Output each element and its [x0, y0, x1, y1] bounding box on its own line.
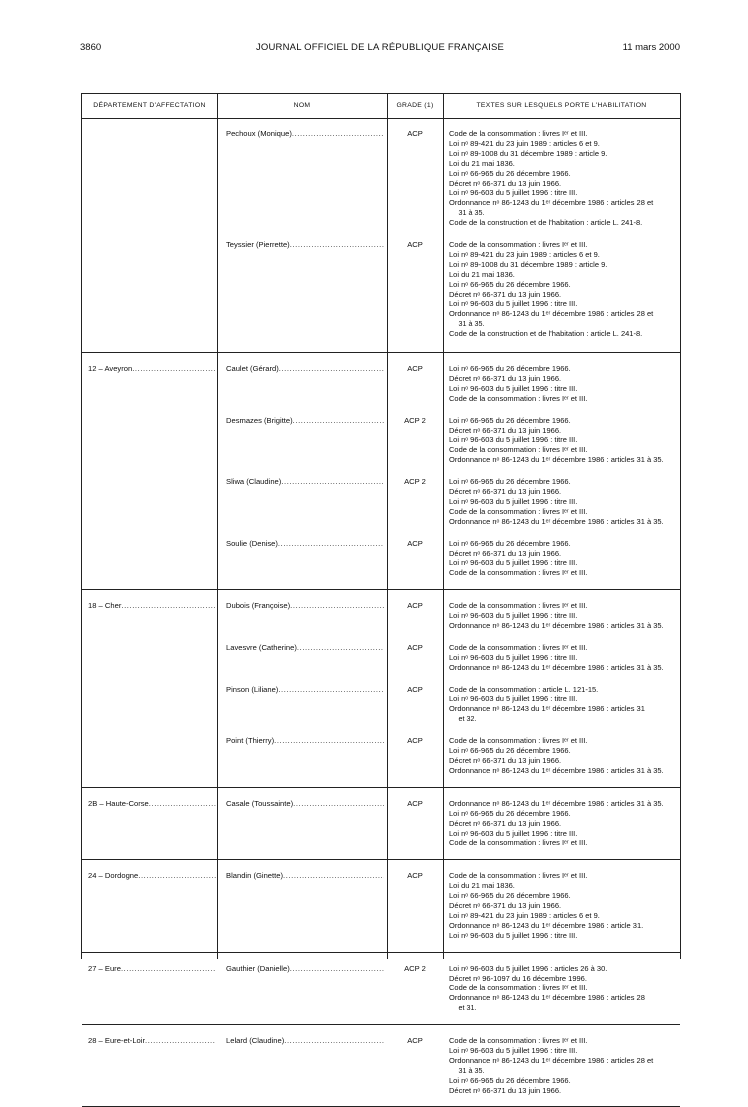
legal-text-line: Loi nᵒ 66-965 du 26 décembre 1966.: [449, 746, 571, 756]
legal-text-line: Loi nᵒ 89-1008 du 31 décembre 1989 : article 9.: [449, 148, 608, 158]
legal-text-line: Décret nᵒ 66-371 du 13 juin 1966.: [449, 373, 562, 383]
legal-text-line: Ordonnance nᵒ 86-1243 du 1ᵉʳ décembre 1986 : articles 28: [449, 993, 645, 1003]
legal-text-line: Loi nᵒ 96-603 du 5 juillet 1996 : titre III.: [449, 188, 578, 198]
legal-texts: [449, 685, 675, 725]
legal-texts: [449, 799, 675, 849]
legal-text-line: Loi nᵒ 96-603 du 5 juillet 1996 : titre III.: [449, 558, 578, 568]
grade-cell: ACP 2: [404, 477, 426, 487]
agent-name: Gauthier (Danielle) .....: [226, 964, 384, 973]
legal-text-line: Loi du 21 mai 1836.: [449, 269, 515, 279]
page-number: 3860: [80, 42, 102, 53]
legal-text-line: 31 à 35.: [458, 208, 485, 218]
legal-text-line: Code de la consommation : livres Iᵉʳ et III.: [449, 445, 588, 455]
issue-date: 11 mars 2000: [622, 42, 680, 53]
legal-texts: [449, 736, 675, 776]
agent-name: Lavesvre (Catherine) .....: [226, 643, 384, 652]
legal-text-line: Loi nᵒ 96-603 du 5 juillet 1996 : titre III.: [449, 828, 578, 838]
agent-name: Pechoux (Monique) .....: [226, 129, 384, 138]
legal-text-line: Code de la consommation : livres Iᵉʳ et III.: [449, 983, 588, 993]
department-label: 18 – Cher .....: [88, 601, 216, 610]
grade-cell: ACP 2: [404, 963, 426, 973]
legal-text-line: Décret nᵒ 66-371 du 13 juin 1966.: [449, 425, 562, 435]
grade-cell: ACP: [407, 538, 423, 548]
legal-text-line: Loi nᵒ 66-965 du 26 décembre 1966.: [449, 808, 571, 818]
legal-text-line: Loi nᵒ 96-603 du 5 juillet 1996 : titre III.: [449, 299, 578, 309]
grade-cell: ACP 2: [404, 415, 426, 425]
agent-name: Soulie (Denise) .....: [226, 539, 384, 548]
column-header-nom: NOM: [293, 102, 311, 109]
legal-text-line: Loi nᵒ 96-603 du 5 juillet 1996 : articles 26 à 30.: [449, 963, 608, 973]
legal-text-line: Loi du 21 mai 1836.: [449, 881, 515, 891]
legal-texts: [449, 871, 675, 940]
legal-text-line: Ordonnance nᵒ 86-1243 du 1ᵉʳ décembre 1986 : articles 31: [449, 704, 645, 714]
agent-name: Sliwa (Claudine) .....: [226, 477, 384, 486]
legal-text-line: Code de la consommation : livres Iᵉʳ et III.: [449, 393, 588, 403]
legal-text-line: Loi nᵒ 89-1008 du 31 décembre 1989 : article 9.: [449, 259, 608, 269]
column-header-grade: GRADE (1): [396, 102, 434, 109]
agent-name: Casale (Toussainte) .....: [226, 799, 384, 808]
legal-text-line: Loi nᵒ 66-965 du 26 décembre 1966.: [449, 477, 571, 487]
legal-text-line: Loi nᵒ 89-421 du 23 juin 1989 : articles 6 et 9.: [449, 910, 600, 920]
grade-cell: ACP: [407, 642, 423, 652]
department-label: 12 – Aveyron .....: [88, 364, 216, 373]
legal-text-line: Loi nᵒ 66-965 du 26 décembre 1966.: [449, 168, 571, 178]
page-header: [80, 42, 680, 56]
grade-cell: ACP: [407, 129, 423, 138]
legal-text-line: Code de la consommation : article L. 121-15.: [449, 684, 599, 694]
grade-cell: ACP: [407, 871, 423, 881]
legal-text-line: Code de la construction et de l'habitation : article L. 241-8.: [449, 329, 643, 339]
legal-text-line: Décret nᵒ 66-371 du 13 juin 1966.: [449, 548, 562, 558]
legal-text-line: Loi nᵒ 66-965 du 26 décembre 1966.: [449, 415, 571, 425]
column-header-departement: DÉPARTEMENT D'AFFECTATION: [93, 102, 206, 109]
legal-text-line: Code de la consommation : livres Iᵉʳ et III.: [449, 642, 588, 652]
legal-text-line: Décret nᵒ 66-371 du 13 juin 1966.: [449, 289, 562, 299]
legal-texts: [449, 601, 675, 631]
legal-text-line: Loi nᵒ 96-603 du 5 juillet 1996 : titre III.: [449, 611, 578, 621]
legal-text-line: Loi nᵒ 96-603 du 5 juillet 1996 : titre III.: [449, 435, 578, 445]
legal-text-line: Loi nᵒ 66-965 du 26 décembre 1966.: [449, 538, 571, 548]
legal-texts: [449, 129, 675, 228]
legal-text-line: Ordonnance nᵒ 86-1243 du 1ᵉʳ décembre 1986 : articles 31 à 35.: [449, 455, 664, 465]
legal-text-line: Code de la consommation : livres Iᵉʳ et III.: [449, 838, 588, 848]
agent-name: Pinson (Liliane) .....: [226, 685, 384, 694]
grade-cell: ACP: [407, 684, 423, 694]
grade-cell: ACP: [407, 1036, 423, 1046]
agent-name: Point (Thierry) .....: [226, 736, 384, 745]
department-group: [82, 118, 680, 353]
agent-name: Lelard (Claudine) .....: [226, 1036, 384, 1045]
legal-texts: [449, 416, 675, 466]
legal-text-line: Ordonnance nᵒ 86-1243 du 1ᵉʳ décembre 1986 : articles 31 à 35.: [449, 798, 664, 808]
department-group: [82, 788, 680, 861]
legal-text-line: Code de la construction et de l'habitation : article L. 241-8.: [449, 218, 643, 228]
legal-texts: [449, 364, 675, 404]
legal-texts: [449, 1036, 675, 1095]
legal-texts: [449, 240, 675, 339]
legal-text-line: Ordonnance nᵒ 86-1243 du 1ᵉʳ décembre 1986 : articles 28 et: [449, 1055, 654, 1065]
legal-text-line: Ordonnance nᵒ 86-1243 du 1ᵉʳ décembre 1986 : articles 31 à 35.: [449, 765, 664, 775]
legal-text-line: Loi du 21 mai 1836.: [449, 158, 515, 168]
grade-cell: ACP: [407, 601, 423, 611]
legal-texts: [449, 643, 675, 673]
agent-name: Dubois (Françoise) .....: [226, 601, 384, 610]
legal-text-line: Loi nᵒ 66-965 du 26 décembre 1966.: [449, 891, 571, 901]
legal-text-line: Décret nᵒ 66-371 du 13 juin 1966.: [449, 901, 562, 911]
legal-texts: [449, 539, 675, 579]
legal-text-line: Ordonnance nᵒ 86-1243 du 1ᵉʳ décembre 1986 : article 31.: [449, 920, 644, 930]
legal-text-line: 31 à 35.: [458, 319, 485, 329]
legal-text-line: Ordonnance nᵒ 86-1243 du 1ᵉʳ décembre 1986 : articles 31 à 35.: [449, 621, 664, 630]
legal-text-line: Décret nᵒ 66-371 du 13 juin 1966.: [449, 818, 562, 828]
agent-name: Teyssier (Pierrette) .....: [226, 240, 384, 249]
legal-text-line: Code de la consommation : livres Iᵉʳ et III.: [449, 240, 588, 249]
department-label: 2B – Haute-Corse .....: [88, 799, 216, 808]
legal-text-line: Loi nᵒ 66-965 du 26 décembre 1966.: [449, 1075, 571, 1085]
department-group: [82, 353, 680, 590]
column-header-textes: TEXTES SUR LESQUELS PORTE L'HABILITATION: [476, 102, 647, 109]
grade-cell: ACP: [407, 240, 423, 249]
legal-text-line: et 31.: [458, 1003, 477, 1013]
legal-text-line: Code de la consommation : livres Iᵉʳ et III.: [449, 129, 588, 138]
legal-text-line: Décret nᵒ 66-371 du 13 juin 1966.: [449, 487, 562, 496]
legal-text-line: Ordonnance nᵒ 86-1243 du 1ᵉʳ décembre 1986 : articles 31 à 35.: [449, 662, 664, 672]
grade-cell: ACP: [407, 798, 423, 808]
agent-name: Blandin (Ginette) .....: [226, 871, 384, 880]
department-group: [82, 590, 680, 788]
department-group: [82, 860, 680, 952]
legal-text-line: Décret nᵒ 66-371 du 13 juin 1966.: [449, 756, 562, 765]
legal-text-line: Code de la consommation : livres Iᵉʳ et III.: [449, 506, 588, 516]
legal-text-line: Code de la consommation : livres Iᵉʳ et III.: [449, 601, 588, 611]
legal-text-line: Loi nᵒ 96-603 du 5 juillet 1996 : titre III.: [449, 930, 578, 940]
legal-text-line: Code de la consommation : livres Iᵉʳ et III.: [449, 736, 588, 746]
legal-text-line: Loi nᵒ 96-603 du 5 juillet 1996 : titre III.: [449, 1046, 578, 1055]
department-label: 27 – Eure .....: [88, 964, 216, 973]
legal-text-line: Loi nᵒ 89-421 du 23 juin 1989 : articles 6 et 9.: [449, 138, 600, 148]
legal-text-line: Ordonnance nᵒ 86-1243 du 1ᵉʳ décembre 1986 : articles 28 et: [449, 309, 654, 319]
legal-text-line: Décret nᵒ 66-371 du 13 juin 1966.: [449, 1085, 562, 1095]
legal-text-line: Décret nᵒ 66-371 du 13 juin 1966.: [449, 178, 562, 188]
legal-text-line: Loi nᵒ 66-965 du 26 décembre 1966.: [449, 279, 571, 289]
legal-text-line: Loi nᵒ 96-603 du 5 juillet 1996 : titre III.: [449, 496, 578, 506]
journal-title: JOURNAL OFFICIEL DE LA RÉPUBLIQUE FRANÇAISE: [255, 42, 505, 53]
legal-text-line: 31 à 35.: [458, 1065, 485, 1075]
legal-text-line: Ordonnance nᵒ 86-1243 du 1ᵉʳ décembre 1986 : articles 28 et: [449, 198, 654, 208]
legal-text-line: Loi nᵒ 96-603 du 5 juillet 1996 : titre III.: [449, 383, 578, 393]
legal-text-line: et 32.: [458, 714, 477, 724]
legal-text-line: Code de la consommation : livres Iᵉʳ et III.: [449, 1036, 588, 1046]
grade-cell: ACP: [407, 736, 423, 746]
legal-texts: [449, 477, 675, 527]
legal-text-line: Code de la consommation : livres Iᵉʳ et III.: [449, 871, 588, 881]
grade-cell: ACP: [407, 364, 423, 373]
department-group: [82, 1025, 680, 1107]
legal-text-line: Décret nᵒ 96-1097 du 16 décembre 1996.: [449, 973, 587, 983]
legal-texts: [449, 964, 675, 1014]
habilitation-table: [81, 93, 681, 1095]
legal-text-line: Code de la consommation : livres Iᵉʳ et III.: [449, 568, 588, 578]
department-label: 24 – Dordogne .....: [88, 871, 216, 880]
legal-text-line: Loi nᵒ 89-421 du 23 juin 1989 : articles 6 et 9.: [449, 249, 600, 259]
legal-text-line: Ordonnance nᵒ 86-1243 du 1ᵉʳ décembre 1986 : articles 31 à 35.: [449, 516, 664, 526]
legal-text-line: Loi nᵒ 96-603 du 5 juillet 1996 : titre III.: [449, 694, 578, 704]
agent-name: Desmazes (Brigitte) .....: [226, 416, 384, 425]
department-label: 28 – Eure-et-Loir .....: [88, 1036, 216, 1045]
legal-text-line: Loi nᵒ 96-603 du 5 juillet 1996 : titre III.: [449, 652, 578, 662]
agent-name: Caulet (Gérard) .....: [226, 364, 384, 373]
legal-text-line: Loi nᵒ 66-965 du 26 décembre 1966.: [449, 364, 571, 373]
department-group: [82, 953, 680, 1026]
